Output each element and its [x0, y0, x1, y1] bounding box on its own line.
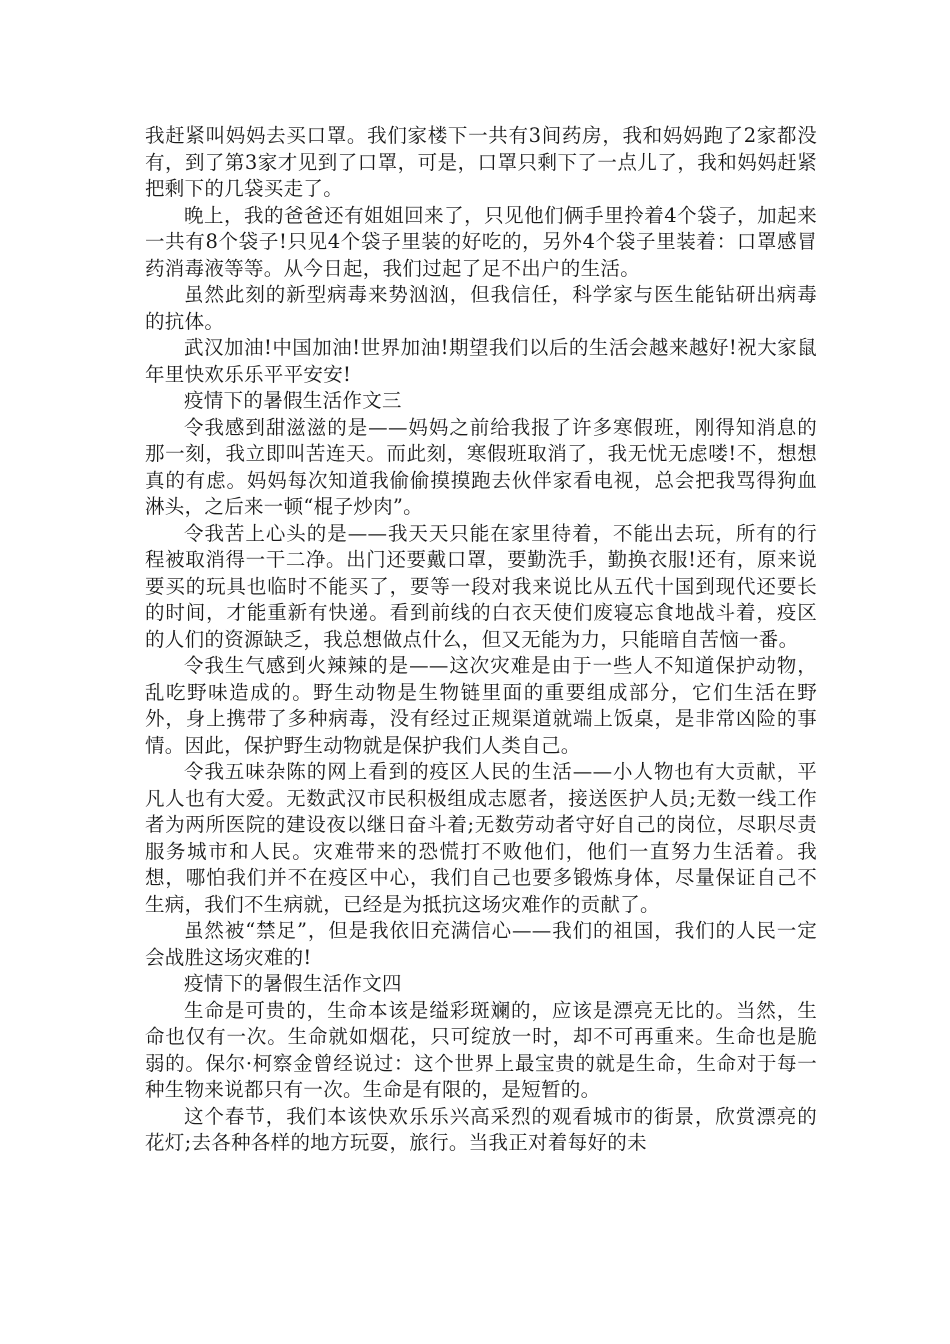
section-heading: 疫情下的暑假生活作文三 [184, 389, 402, 412]
paragraph: 武汉加油!中国加油!世界加油!期望我们以后的生活会越来越好!祝大家鼠年里快欢乐乐平平安安! [145, 336, 817, 386]
paragraph: 虽然被“禁足”，但是我依旧充满信心——我们的祖国，我们的人民一定会战胜这场灾难的! [145, 919, 817, 969]
document-body [145, 123, 817, 1157]
paragraph: 这个春节，我们本该快欢乐乐兴高采烈的观看城市的街景，欣赏漂亮的花灯;去各种各样的地方玩耍，旅行。当我正对着每好的未 [145, 1104, 817, 1154]
section-heading: 疫情下的暑假生活作文四 [184, 972, 402, 995]
paragraph: 生命是可贵的，生命本该是缢彩斑斓的，应该是漂亮无比的。当然，生命也仅有一次。生命就如烟花，只可绽放一时，却不可再重来。生命也是脆弱的。保尔·柯察金曾经说过：这个世界上最宝贵的就是生命，生命对于每一种生物来说都只有一次。生命是有限的，是短暂的。 [145, 998, 817, 1101]
paragraph: 令我苦上心头的是——我天天只能在家里待着，不能出去玩，所有的行程被取消得一干二净。出门还要戴口罩，要勤洗手，勤换衣服!还有，原来说要买的玩具也临时不能买了，要等一段对我来说比从五代十国到现代还要长的时间，才能重新有快递。看到前线的白衣天使们废寝忘食地战斗着，疫区的人们的资源缺乏，我总想做点什么，但又无能为力，只能暗自苦恼一番。 [145, 521, 817, 651]
paragraph: 虽然此刻的新型病毒来势汹汹，但我信任，科学家与医生能钻研出病毒的抗体。 [145, 283, 817, 333]
paragraph: 令我生气感到火辣辣的是——这次灾难是由于一些人不知道保护动物，乱吃野味造成的。野生动物是生物链里面的重要组成部分，它们生活在野外，身上携带了多种病毒，没有经过正规渠道就端上饭桌，是非常凶险的事情。因此，保护野生动物就是保护我们人类自己。 [145, 654, 817, 757]
paragraph: 晚上，我的爸爸还有姐姐回来了，只见他们俩手里拎着4个袋子，加起来一共有8个袋子!只见4个袋子里装的好吃的，另外4个袋子里装着：口罩感冒药消毒液等等。从今日起，我们过起了足不出户的生活。 [145, 203, 817, 280]
paragraph: 令我感到甜滋滋的是——妈妈之前给我报了许多寒假班，刚得知消息的那一刻，我立即叫苦连天。而此刻，寒假班取消了，我无忧无虑喽!不，想想真的有虑。妈妈每次知道我偷偷摸摸跑去伙伴家看电视，总会把我骂得狗血淋头，之后来一顿“棍子炒肉”。 [145, 415, 817, 518]
paragraph: 我赶紧叫妈妈去买口罩。我们家楼下一共有3间药房，我和妈妈跑了2家都没有，到了第3家才见到了口罩，可是，口罩只剩下了一点儿了，我和妈妈赶紧把剩下的几袋买走了。 [145, 124, 817, 200]
paragraph: 令我五味杂陈的网上看到的疫区人民的生活——小人物也有大贡献，平凡人也有大爱。无数武汉市民积极组成志愿者，接送医护人员;无数一线工作者为两所医院的建设夜以继日奋斗着;无数劳动者守好自己的岗位，尽职尽责服务城市和人民。灾难带来的恐慌打不败他们，他们一直努力生活着。我想，哪怕我们并不在疫区中心，我们自己也要多锻炼身体，尽量保证自己不生病，我们不生病就，已经是为抵抗这场灾难作的贡献了。 [145, 760, 817, 916]
